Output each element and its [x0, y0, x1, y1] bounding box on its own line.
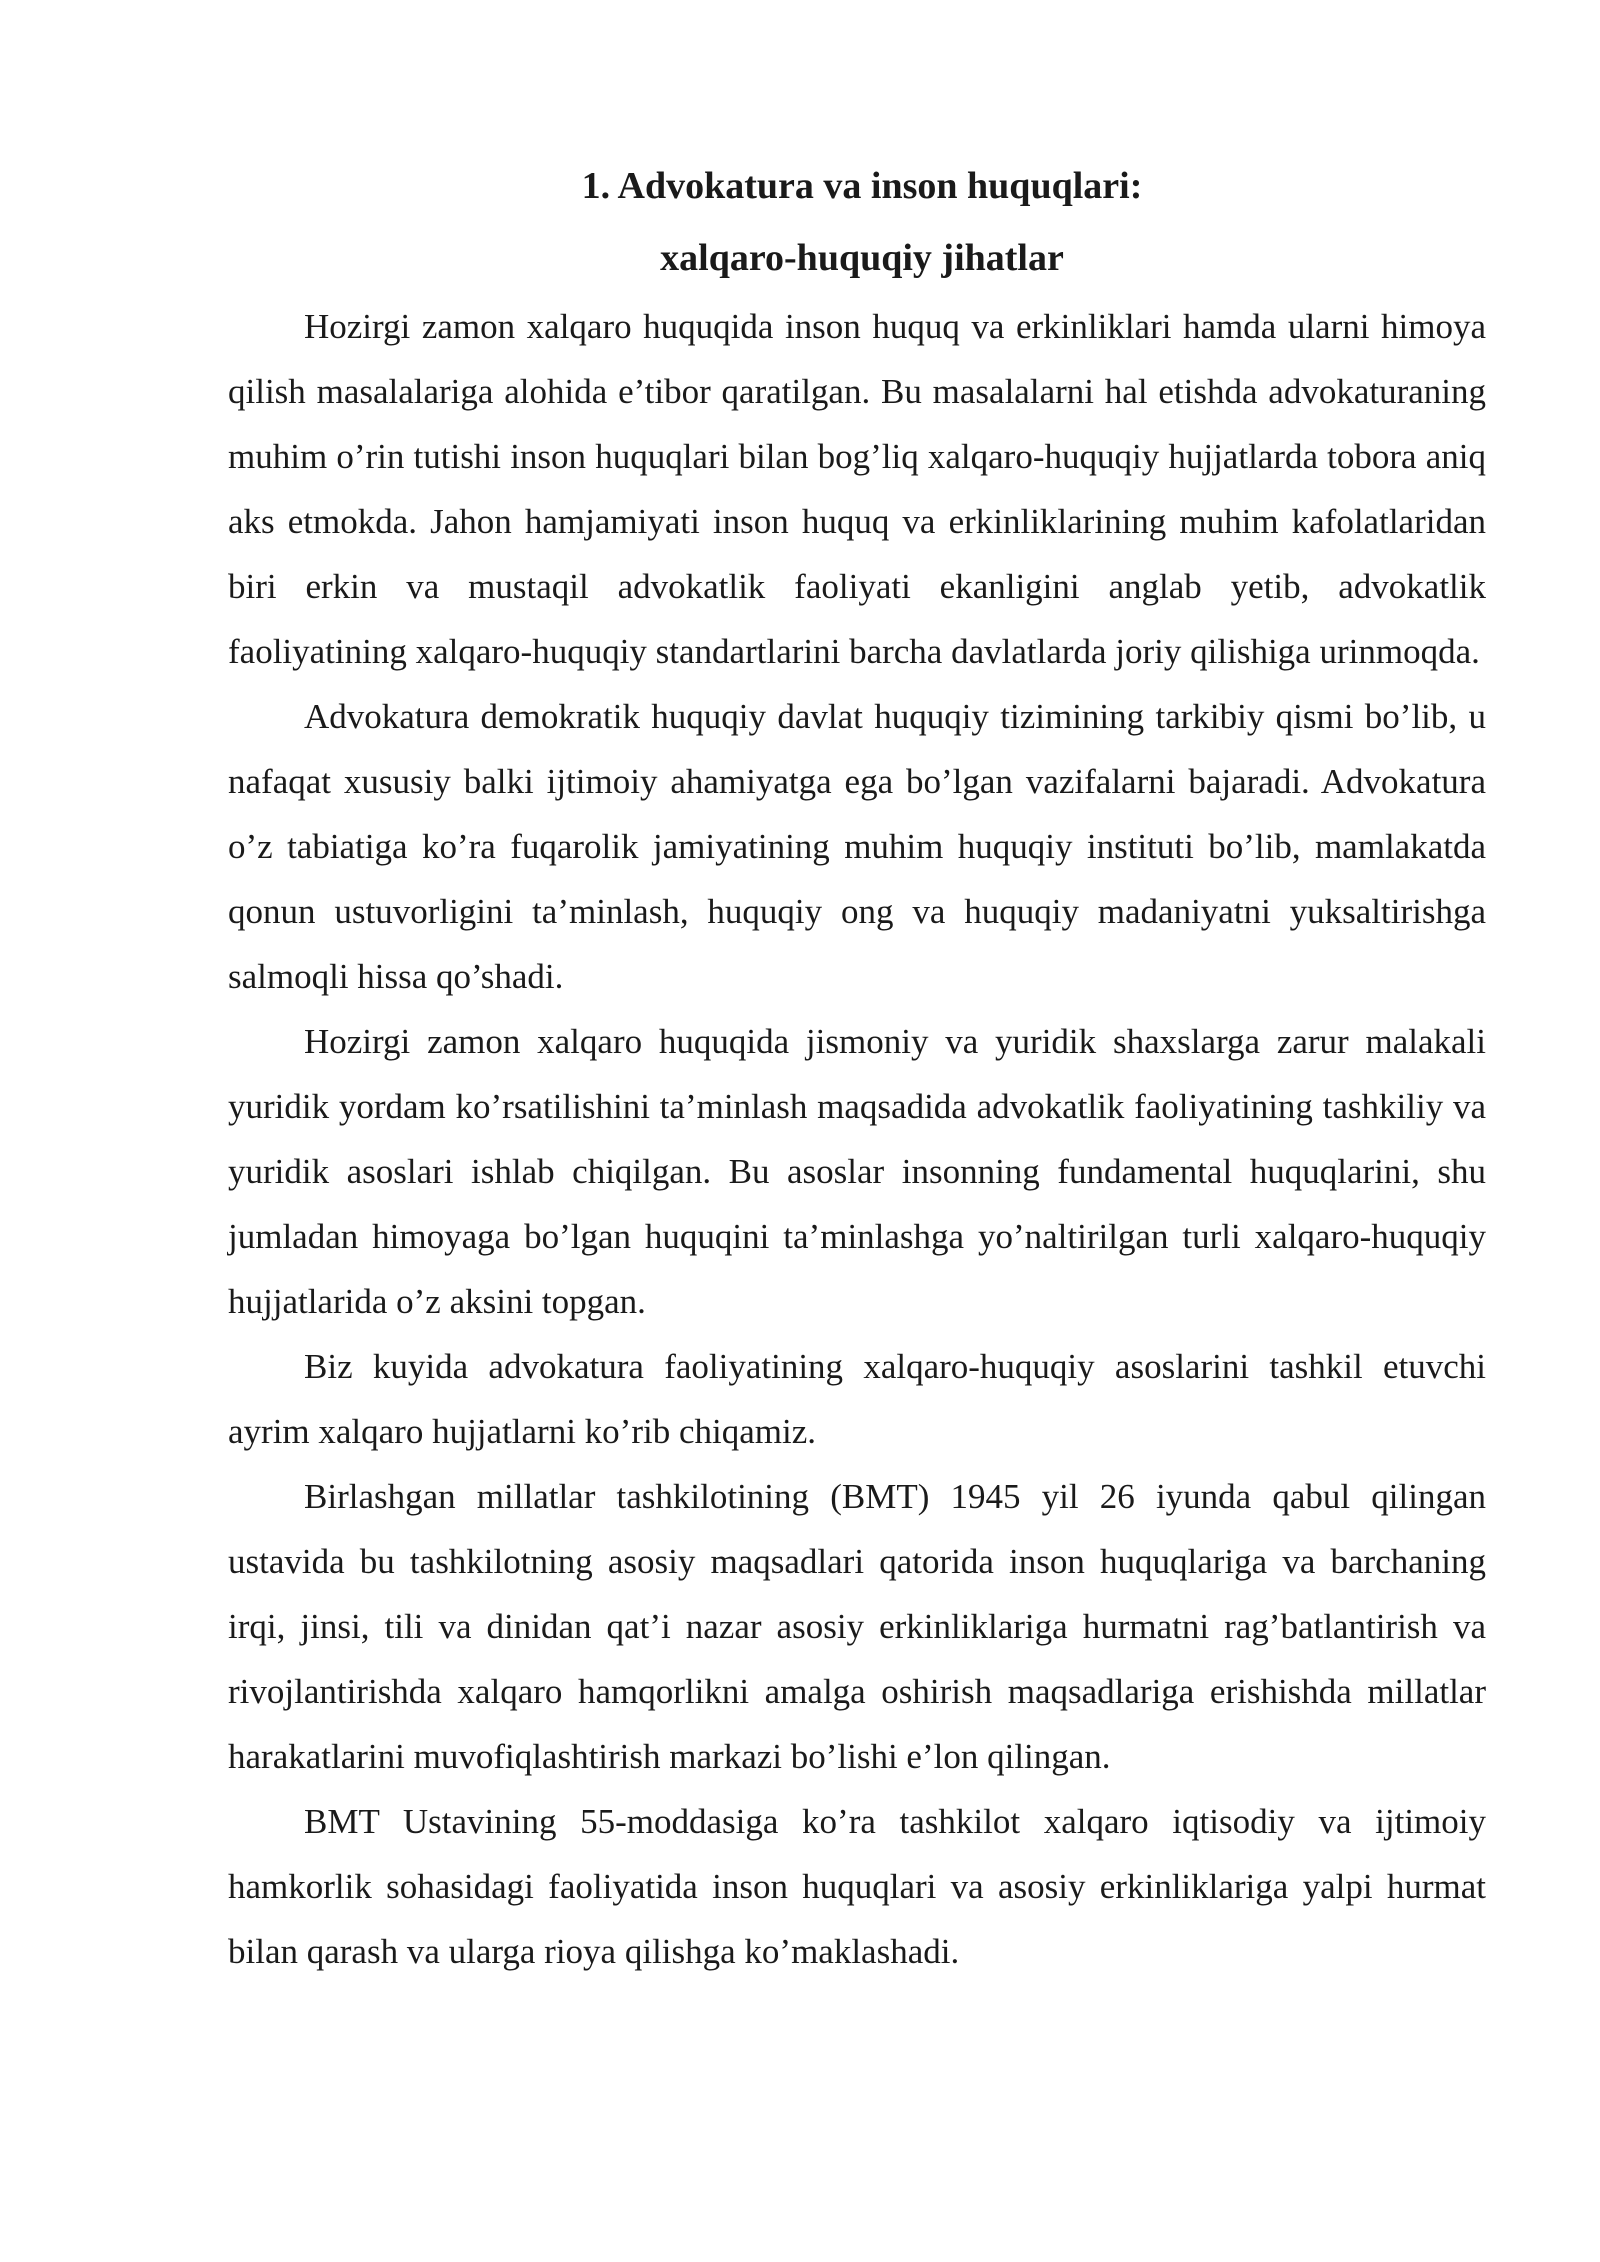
document-page: [228, 150, 1486, 1984]
paragraph-5: Birlashgan millatlar tashkilotining (BMT) 1945 yil 26 iyunda qabul qilingan ustavida bu tashkilotning asosiy maqsadlari qatorida inson huquqlariga va barchaning irqi, jinsi, tili va dinidan qat’i nazar asosiy erkinliklariga hurmatni rag’batlantirish va rivojlantirishda xalqaro hamqorlikni amalga oshirish maqsadlariga erishishda millatlar harakatlarini muvofiqlashtirish markazi bo’lishi e’lon qilingan.: [228, 1477, 1486, 1776]
document-title-line-2: xalqaro-huquqiy jihatlar: [660, 237, 1064, 279]
paragraph-4: Biz kuyida advokatura faoliyatining xalqaro-huquqiy asoslarini tashkil etuvchi ayrim xalqaro hujjatlarni ko’rib chiqamiz.: [228, 1347, 1486, 1451]
document-title-line-1: 1. Advokatura va inson huquqlari:: [581, 165, 1143, 207]
paragraph-2: Advokatura demokratik huquqiy davlat huquqiy tizimining tarkibiy qismi bo’lib, u nafaqat xususiy balki ijtimoiy ahamiyatga ega bo’lgan vazifalarni bajaradi. Advokatura o’z tabiatiga ko’ra fuqarolik jamiyatining muhim huquqiy instituti bo’lib, mamlakatda qonun ustuvorligini ta’minlash, huquqiy ong va huquqiy madaniyatni yuksaltirishga salmoqli hissa qo’shadi.: [228, 697, 1486, 996]
paragraph-3: Hozirgi zamon xalqaro huquqida jismoniy va yuridik shaxslarga zarur malakali yuridik yordam ko’rsatilishini ta’minlash maqsadida advokatlik faoliyatining tashkiliy va yuridik asoslari ishlab chiqilgan. Bu asoslar insonning fundamental huquqlarini, shu jumladan himoyaga bo’lgan huquqini ta’minlashga yo’naltirilgan turli xalqaro-huquqiy hujjatlarida o’z aksini topgan.: [228, 1022, 1486, 1321]
paragraph-6: BMT Ustavining 55-moddasiga ko’ra tashkilot xalqaro iqtisodiy va ijtimoiy hamkorlik sohasidagi faoliyatida inson huquqlari va asosiy erkinliklariga yalpi hurmat bilan qarash va ularga rioya qilishga ko’maklashadi.: [228, 1802, 1486, 1971]
paragraph-1: Hozirgi zamon xalqaro huquqida inson huquq va erkinliklari hamda ularni himoya qilish masalalariga alohida e’tibor qaratilgan. Bu masalalarni hal etishda advokaturaning muhim o’rin tutishi inson huquqlari bilan bog’liq xalqaro-huquqiy hujjatlarda tobora aniq aks etmokda. Jahon hamjamiyati inson huquq va erkinliklarining muhim kafolatlaridan biri erkin va mustaqil advokatlik faoliyati ekanligini anglab yetib, advokatlik faoliyatining xalqaro-huquqiy standartlarini barcha davlatlarda joriy qilishiga urinmoqda.: [228, 307, 1486, 671]
